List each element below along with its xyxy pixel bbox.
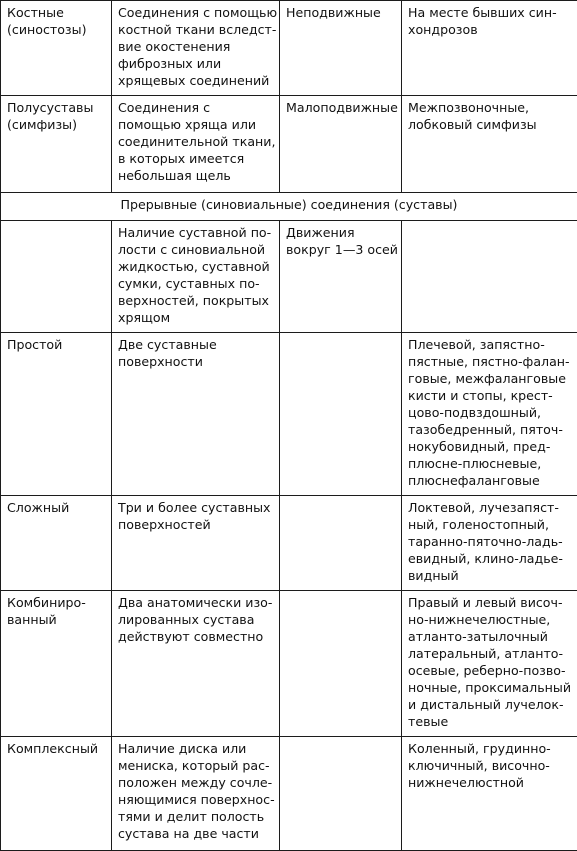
cell-text-line: Плечевой, запястно- — [408, 336, 571, 353]
cell-text-line: положен между сочле- — [118, 774, 273, 791]
cell-text-line: лости с синовиальной — [118, 241, 273, 258]
cell-text-line: няющимися поверхнос- — [118, 791, 273, 808]
examples-cell — [402, 96, 577, 193]
examples-cell — [402, 1, 577, 96]
cell-text-line: Локтевой, лучезапяст- — [408, 499, 571, 516]
cell-text-line: но-нижнечелюстные, — [408, 611, 571, 628]
table-row — [1, 221, 577, 333]
cell-text-line: Соединения с помощью — [118, 4, 273, 21]
cell-text-line: фиброзных или — [118, 55, 273, 72]
cell-text-line: евидный, клино-ладье- — [408, 550, 571, 567]
description-cell — [112, 96, 280, 193]
type-cell — [1, 96, 112, 193]
cell-text-line: Комбиниро- — [7, 594, 105, 611]
cell-text-line: нокубовидный, пред- — [408, 438, 571, 455]
cell-text-line: (синостозы) — [7, 21, 105, 38]
cell-text-line: Две суставные — [118, 336, 273, 353]
type-cell — [1, 737, 112, 851]
description-cell — [112, 221, 280, 333]
cell-text-line: (симфизы) — [7, 116, 105, 133]
cell-text-line: На месте бывших син- — [408, 4, 571, 21]
type-cell — [1, 221, 112, 333]
cell-text-line: тазобедренный, пяточ- — [408, 421, 571, 438]
cell-text-line: плюсне-плюсневые, — [408, 455, 571, 472]
cell-text-line: поверхности — [118, 353, 273, 370]
cell-text-line: Коленный, грудинно- — [408, 740, 571, 757]
cell-text-line: верхностей, покрытых — [118, 292, 273, 309]
examples-cell — [402, 591, 577, 737]
cell-text-line: действуют совместно — [118, 628, 273, 645]
cell-text-line: ключичный, височно- — [408, 757, 571, 774]
cell-text-line: нижнечелюстной — [408, 774, 571, 791]
cell-text-line: хрящом — [118, 309, 273, 326]
examples-cell — [402, 221, 577, 333]
mobility-cell — [280, 496, 402, 591]
cell-text-line: Простой — [7, 336, 105, 353]
mobility-cell — [280, 96, 402, 193]
cell-text-line: Межпозвоночные, — [408, 99, 571, 116]
cell-text-line: Костные — [7, 4, 105, 21]
cell-text-line: латеральный, атланто- — [408, 645, 571, 662]
cell-text-line: Комплексный — [7, 740, 105, 757]
cell-text-line: цово-подвздошный, — [408, 404, 571, 421]
section-header-row — [1, 193, 577, 221]
cell-text-line: Малоподвижные — [286, 99, 395, 116]
cell-text-line: соединительной ткани, — [118, 133, 273, 150]
cell-text-line: вие окостенения — [118, 38, 273, 55]
cell-text-line: мениска, который рас- — [118, 757, 273, 774]
examples-cell — [402, 737, 577, 851]
table-row — [1, 737, 577, 851]
cell-text-line: хрящевых соединений — [118, 72, 273, 89]
cell-text-line: ванный — [7, 611, 105, 628]
cell-text-line: в которых имеется — [118, 150, 273, 167]
cell-text-line: поверхностей — [118, 516, 273, 533]
table-body — [1, 1, 577, 851]
cell-text-line: плюснефаланговые — [408, 472, 571, 489]
table-row — [1, 333, 577, 496]
examples-cell — [402, 333, 577, 496]
description-cell — [112, 591, 280, 737]
type-cell — [1, 1, 112, 96]
mobility-cell — [280, 1, 402, 96]
cell-text-line: костной ткани вследст- — [118, 21, 273, 38]
cell-text-line: говые, межфаланговые — [408, 370, 571, 387]
cell-text-line: вокруг 1—3 осей — [286, 241, 395, 258]
description-cell — [112, 737, 280, 851]
cell-text-line: атланто-затылочный — [408, 628, 571, 645]
mobility-cell — [280, 333, 402, 496]
cell-text-line: и дистальный лучелок- — [408, 696, 571, 713]
table-row — [1, 96, 577, 193]
mobility-cell — [280, 737, 402, 851]
cell-text-line: Три и более суставных — [118, 499, 273, 516]
description-cell — [112, 1, 280, 96]
cell-text-line: жидкостью, суставной — [118, 258, 273, 275]
cell-text-line: кисти и стопы, крест- — [408, 387, 571, 404]
cell-text-line: Два анатомически изо- — [118, 594, 273, 611]
cell-text-line: небольшая щель — [118, 167, 273, 184]
table-row — [1, 1, 577, 96]
cell-text-line: сумки, суставных по- — [118, 275, 273, 292]
cell-text-line: Полусуставы — [7, 99, 105, 116]
cell-text-line: сустава на две части — [118, 825, 273, 842]
type-cell — [1, 333, 112, 496]
cell-text-line: Соединения с — [118, 99, 273, 116]
cell-text-line: лобковый симфизы — [408, 116, 571, 133]
mobility-cell — [280, 221, 402, 333]
cell-text-line: Движения — [286, 224, 395, 241]
cell-text-line: лированных сустава — [118, 611, 273, 628]
cell-text-line: помощью хряща или — [118, 116, 273, 133]
cell-text-line: тями и делит полость — [118, 808, 273, 825]
description-cell — [112, 333, 280, 496]
cell-text-line: осевые, реберно-позво- — [408, 662, 571, 679]
cell-text-line: ночные, проксимальный — [408, 679, 571, 696]
cell-text-line: Правый и левый височ- — [408, 594, 571, 611]
cell-text-line: тевые — [408, 713, 571, 730]
cell-text-line: Неподвижные — [286, 4, 395, 21]
type-cell — [1, 591, 112, 737]
cell-text-line: таранно-пяточно-ладь- — [408, 533, 571, 550]
type-cell — [1, 496, 112, 591]
examples-cell — [402, 496, 577, 591]
cell-text-line: ный, голеностопный, — [408, 516, 571, 533]
cell-text-line: пястные, пястно-фалан- — [408, 353, 571, 370]
table-row — [1, 591, 577, 737]
section-title: Прерывные (синовиальные) соединения (суставы) — [1, 193, 577, 221]
table-row — [1, 496, 577, 591]
cell-text-line: Сложный — [7, 499, 105, 516]
cell-text-line: Наличие суставной по- — [118, 224, 273, 241]
cell-text-line: хондрозов — [408, 21, 571, 38]
description-cell — [112, 496, 280, 591]
cell-text-line: Наличие диска или — [118, 740, 273, 757]
mobility-cell — [280, 591, 402, 737]
cell-text-line: видный — [408, 567, 571, 584]
